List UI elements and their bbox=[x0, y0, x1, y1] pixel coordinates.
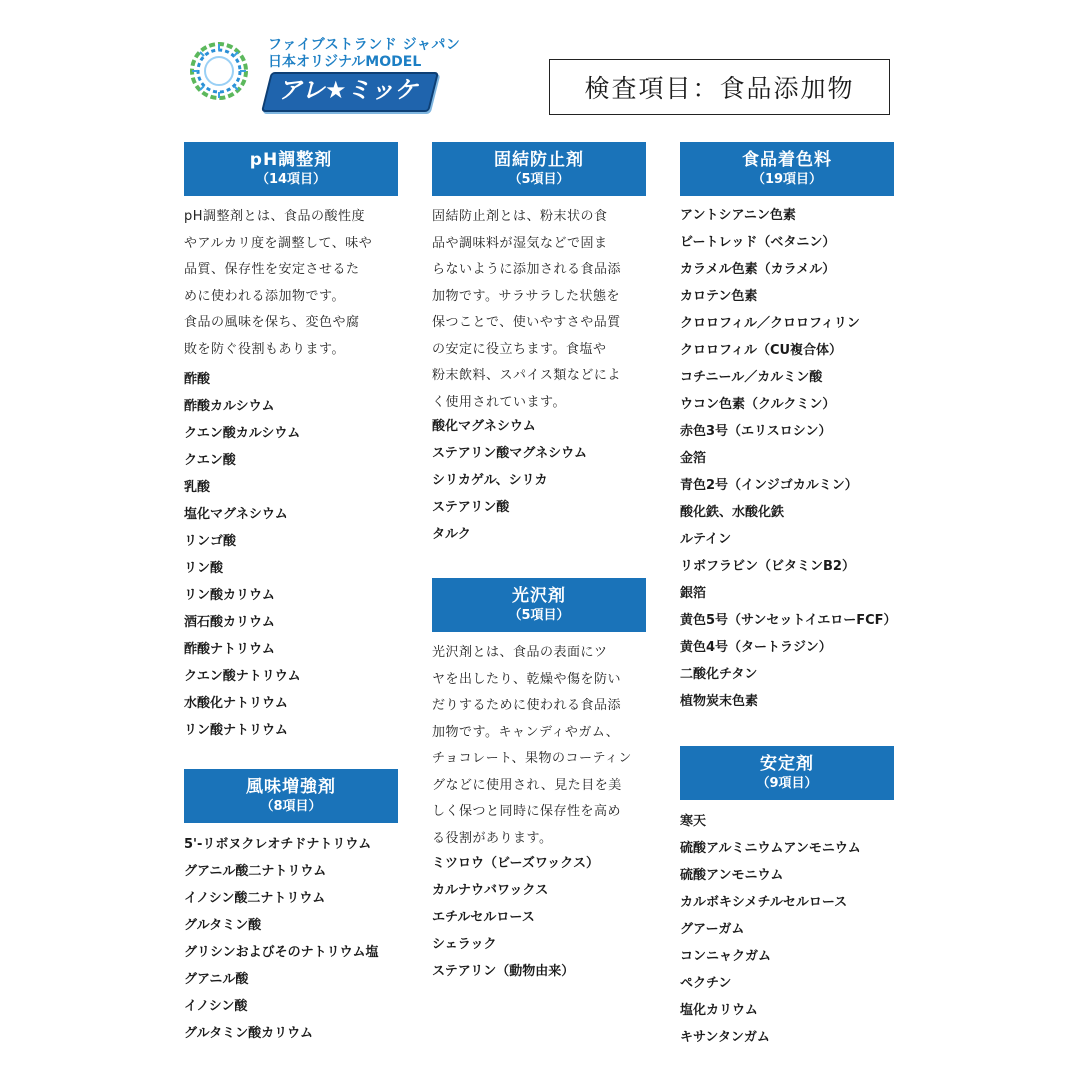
list-item: 銀箔 bbox=[680, 586, 707, 601]
section-header-stabilizer bbox=[680, 746, 894, 800]
list-item: 酒石酸カリウム bbox=[184, 615, 275, 630]
section-description-glazing: 光沢剤とは、食品の表面にツ ヤを出したり、乾燥や傷を防い だりするために使われる食品添 加物です。キャンディやガム、 チョコレート、果物のコーティン グなどに使用され、見た目を美 しく保つと同時に保存性を高め る役割があります。 bbox=[432, 645, 632, 846]
list-item: 乳酸 bbox=[184, 480, 211, 495]
list-item: クエン酸カルシウム bbox=[184, 426, 301, 441]
section-count: （14項目） bbox=[255, 172, 327, 187]
list-item: 水酸化ナトリウム bbox=[184, 696, 288, 711]
list-item: 黄色4号（タートラジン） bbox=[680, 640, 832, 655]
list-item: カルナウバワックス bbox=[432, 883, 549, 898]
list-item: カルボキシメチルセルロース bbox=[680, 895, 848, 910]
section-header-ph bbox=[184, 142, 398, 196]
item-list-glazing bbox=[432, 850, 662, 985]
list-item: 寒天 bbox=[680, 814, 707, 829]
list-item: アントシアニン色素 bbox=[680, 208, 796, 223]
list-item: 酢酸カルシウム bbox=[184, 399, 275, 414]
list-item: リン酸ナトリウム bbox=[184, 723, 288, 738]
list-item: グルタミン酸 bbox=[184, 918, 262, 933]
list-item: グアニル酸 bbox=[184, 972, 249, 987]
page-title: 検査項目：食品添加物 bbox=[549, 59, 890, 115]
list-item: クロロフィル／クロロフィリン bbox=[680, 316, 860, 331]
list-item: ステアリン酸 bbox=[432, 500, 510, 515]
list-item: 塩化マグネシウム bbox=[184, 507, 288, 522]
list-item: クエン酸 bbox=[184, 453, 236, 468]
section-title: 風味増強剤 bbox=[246, 777, 336, 797]
brand-line1: ファイブストランド ジャパン bbox=[268, 37, 461, 53]
section-count: （5項目） bbox=[508, 172, 570, 187]
list-item: 植物炭末色素 bbox=[680, 694, 759, 709]
list-item: リンゴ酸 bbox=[184, 534, 237, 549]
list-item: イノシン酸 bbox=[184, 999, 248, 1014]
list-item: グリシンおよびそのナトリウム塩 bbox=[184, 945, 379, 960]
section-description-anticaking: 固結防止剤とは、粉末状の食 品や調味料が湿気などで固ま らないように添加される食品添 加物です。サラサラした状態を 保つことで、使いやすさや品質 の安定に役立ちます。食塩や 粉末飲料、スパイス類などによ く使用されています。 bbox=[432, 209, 622, 410]
list-item: 黄色5号（サンセットイエローFCF） bbox=[680, 613, 897, 628]
list-item: タルク bbox=[432, 527, 471, 542]
list-item: コチニール／カルミン酸 bbox=[680, 370, 823, 385]
list-item: 硫酸アルミニウムアンモニウム bbox=[680, 841, 861, 856]
list-item: シリカゲル、シリカ bbox=[432, 473, 548, 488]
list-item: キサンタンガム bbox=[680, 1030, 770, 1045]
brand-name: アレ★ミッケ bbox=[277, 76, 419, 104]
list-item: 硫酸アンモニウム bbox=[680, 868, 784, 883]
list-item: 塩化カリウム bbox=[680, 1003, 758, 1018]
list-item: リン酸 bbox=[184, 561, 224, 576]
list-item: ビートレッド（ベタニン） bbox=[680, 235, 836, 250]
brand-logo bbox=[186, 34, 466, 116]
list-item: ウコン色素（クルクミン） bbox=[680, 397, 836, 412]
list-item: カラメル色素（カラメル） bbox=[680, 262, 836, 277]
list-item: コンニャクガム bbox=[680, 949, 772, 964]
section-count: （19項目） bbox=[751, 172, 823, 187]
list-item: クロロフィル（CU複合体） bbox=[680, 343, 843, 358]
list-item: イノシン酸二ナトリウム bbox=[184, 891, 326, 906]
section-header-glazing bbox=[432, 578, 646, 632]
section-title: 食品着色料 bbox=[742, 150, 832, 170]
list-item: クエン酸ナトリウム bbox=[184, 669, 301, 684]
brand-line2: 日本オリジナルMODEL bbox=[268, 54, 422, 70]
list-item: 酢酸 bbox=[184, 372, 211, 387]
list-item: グルタミン酸カリウム bbox=[184, 1026, 313, 1041]
list-item: ステアリン（動物由来） bbox=[432, 964, 575, 979]
list-item: 酸化マグネシウム bbox=[432, 419, 536, 434]
section-header-coloring bbox=[680, 142, 894, 196]
item-list-stabilizer bbox=[680, 808, 910, 1051]
section-header-flavor bbox=[184, 769, 398, 823]
list-item: リン酸カリウム bbox=[184, 588, 275, 603]
item-list-coloring bbox=[680, 202, 910, 715]
list-item: 5'-リボヌクレオチドナトリウム bbox=[184, 837, 372, 852]
list-item: ミツロウ（ビーズワックス） bbox=[432, 856, 600, 871]
list-item: グアニル酸二ナトリウム bbox=[184, 864, 327, 879]
section-description-ph: pH調整剤とは、食品の酸性度 やアルカリ度を調整して、味や 品質、保存性を安定させるた めに使われる添加物です。 食品の風味を保ち、変色や腐 敗を防ぐ役割もあります。 bbox=[184, 209, 373, 357]
section-count: （8項目） bbox=[260, 799, 322, 814]
section-title: 安定剤 bbox=[760, 754, 814, 774]
section-title: 光沢剤 bbox=[512, 586, 566, 606]
dna-ring-icon bbox=[186, 38, 252, 104]
section-title: pH調整剤 bbox=[249, 150, 333, 170]
list-item: 金箔 bbox=[680, 451, 707, 466]
section-count: （9項目） bbox=[756, 776, 818, 791]
list-item: ルテイン bbox=[680, 532, 732, 547]
list-item: 酢酸ナトリウム bbox=[184, 642, 275, 657]
list-item: シェラック bbox=[432, 937, 497, 952]
section-title: 固結防止剤 bbox=[494, 150, 584, 170]
list-item: グアーガム bbox=[680, 922, 745, 937]
list-item: ペクチン bbox=[680, 976, 732, 991]
list-item: 赤色3号（エリスロシン） bbox=[680, 424, 832, 439]
section-header-anticaking bbox=[432, 142, 646, 196]
item-list-ph bbox=[184, 366, 414, 744]
list-item: 二酸化チタン bbox=[680, 667, 758, 682]
section-count: （5項目） bbox=[508, 608, 570, 623]
list-item: カロテン色素 bbox=[680, 289, 758, 304]
list-item: 酸化鉄、水酸化鉄 bbox=[680, 505, 785, 520]
list-item: ステアリン酸マグネシウム bbox=[432, 446, 587, 461]
item-list-anticaking bbox=[432, 413, 662, 548]
list-item: リボフラビン（ビタミンB2） bbox=[680, 559, 855, 574]
list-item: エチルセルロース bbox=[432, 910, 535, 925]
item-list-flavor bbox=[184, 831, 414, 1047]
list-item: 青色2号（インジゴカルミン） bbox=[680, 478, 858, 493]
